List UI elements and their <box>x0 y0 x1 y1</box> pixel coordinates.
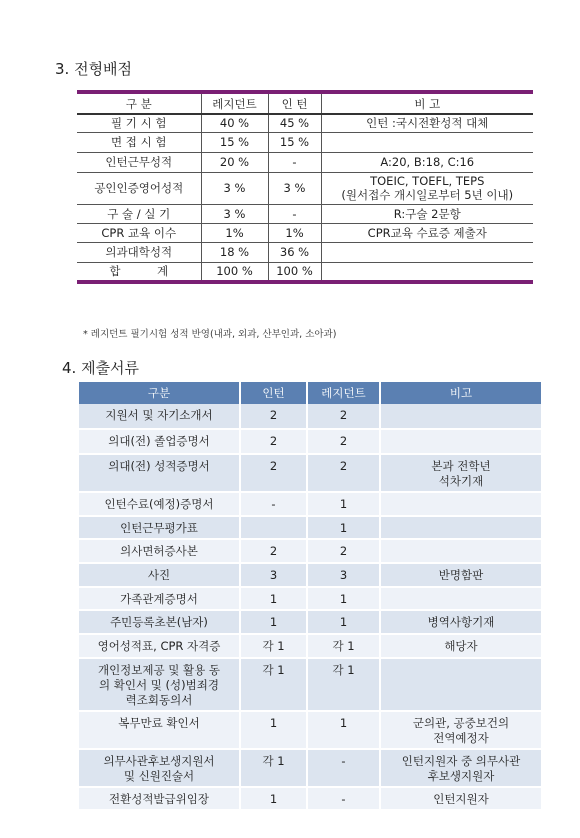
table-cell: 의과대학성적 <box>77 242 201 262</box>
table-cell: 2 <box>308 430 381 455</box>
table-cell: 개인정보제공 및 활용 동 의 확인서 및 (성)범죄경 력조회동의서 <box>79 659 241 712</box>
table-cell: - <box>308 750 381 788</box>
table-cell <box>321 262 533 282</box>
table-cell: 인턴지원자 <box>381 788 541 811</box>
section3-title: 3. 전형배점 <box>55 60 133 78</box>
table-cell <box>381 540 541 564</box>
table-cell: 40 % <box>201 114 268 132</box>
table-cell: 지원서 및 자기소개서 <box>79 404 241 430</box>
table-row <box>79 404 541 430</box>
table-cell: 100 % <box>268 262 321 282</box>
table-cell: 공인인증영어성적 <box>77 172 201 204</box>
table-cell: 20 % <box>201 152 268 172</box>
table-row <box>77 262 533 282</box>
score-allocation-table <box>77 90 533 284</box>
score-note: * 레지던트 필기시험 성적 반영(내과, 외과, 산부인과, 소아과) <box>83 329 337 340</box>
table-cell: - <box>241 493 308 517</box>
table-cell: 각 1 <box>241 635 308 659</box>
header-cell: 인턴 <box>241 382 308 404</box>
table-cell: 가족관계증명서 <box>79 588 241 611</box>
table-cell: 1 <box>241 712 308 750</box>
table-cell: 각 1 <box>308 635 381 659</box>
table-cell: 2 <box>241 430 308 455</box>
table-cell: 병역사항기재 <box>381 611 541 635</box>
table-cell: 인턴수료(예정)증명서 <box>79 493 241 517</box>
table-cell: 의무사관후보생지원서 및 신원진술서 <box>79 750 241 788</box>
table-row <box>79 564 541 588</box>
table-cell: TOEIC, TOEFL, TEPS (원서접수 개시일로부터 5년 이내) <box>321 172 533 204</box>
table-cell: 군의관, 공중보건의 전역예정자 <box>381 712 541 750</box>
header-cell: 비고 <box>381 382 541 404</box>
table-cell: 18 % <box>201 242 268 262</box>
table-row <box>79 611 541 635</box>
table-cell: 반명함판 <box>381 564 541 588</box>
table-cell: 2 <box>308 404 381 430</box>
table-cell: 합 계 <box>77 262 201 282</box>
table-cell: 인턴지원자 중 의무사관 후보생지원자 <box>381 750 541 788</box>
table-cell <box>321 132 533 152</box>
table-cell: 인턴근무평가표 <box>79 517 241 540</box>
table-cell: 의대(전) 졸업증명서 <box>79 430 241 455</box>
table-cell: 각 1 <box>241 659 308 712</box>
table-cell: 인턴 :국시전환성적 대체 <box>321 114 533 132</box>
table-row <box>79 659 541 712</box>
table-cell: 각 1 <box>241 750 308 788</box>
header-cell: 구 분 <box>77 92 201 114</box>
table-cell: 15 % <box>201 132 268 152</box>
table-cell: 3 <box>308 564 381 588</box>
table-cell: 1% <box>268 223 321 242</box>
table-cell: 1 <box>241 588 308 611</box>
table-cell: 1 <box>308 493 381 517</box>
table-cell <box>381 404 541 430</box>
table-cell: CPR교육 수료증 제출자 <box>321 223 533 242</box>
table-row <box>79 588 541 611</box>
table-cell <box>321 242 533 262</box>
table-cell: 15 % <box>268 132 321 152</box>
table-cell: - <box>268 152 321 172</box>
table-cell: 복무만료 확인서 <box>79 712 241 750</box>
table-cell: 전환성적발급위임장 <box>79 788 241 811</box>
table-cell: 1% <box>201 223 268 242</box>
table-row <box>77 172 533 204</box>
table-cell: R:구술 2문항 <box>321 204 533 223</box>
table-cell <box>381 493 541 517</box>
table-cell: 1 <box>308 712 381 750</box>
table-cell: 3 % <box>201 204 268 223</box>
table-cell: 1 <box>241 788 308 811</box>
table-row <box>79 750 541 788</box>
section4-title: 4. 제출서류 <box>62 359 140 377</box>
table-cell: 3 % <box>268 172 321 204</box>
header-cell: 레지던트 <box>201 92 268 114</box>
table-cell: 면 접 시 험 <box>77 132 201 152</box>
table-cell: 1 <box>308 611 381 635</box>
table-cell: 사진 <box>79 564 241 588</box>
table-row <box>77 242 533 262</box>
table-row <box>79 493 541 517</box>
table-cell: 의사면허증사본 <box>79 540 241 564</box>
table-cell: 2 <box>241 540 308 564</box>
table-cell <box>381 430 541 455</box>
table-row <box>79 540 541 564</box>
table-row <box>77 204 533 223</box>
table-cell: 1 <box>308 588 381 611</box>
table-cell: 45 % <box>268 114 321 132</box>
header-cell: 구분 <box>79 382 241 404</box>
table-cell: 1 <box>241 611 308 635</box>
table-row <box>79 788 541 811</box>
table-row <box>79 635 541 659</box>
table-cell <box>381 517 541 540</box>
table-row <box>77 132 533 152</box>
table-cell: - <box>268 204 321 223</box>
table-cell: 영어성적표, CPR 자격증 <box>79 635 241 659</box>
table-cell: 구 술 / 실 기 <box>77 204 201 223</box>
table-cell: 2 <box>308 455 381 493</box>
header-cell: 인 턴 <box>268 92 321 114</box>
header-cell: 비 고 <box>321 92 533 114</box>
table-cell: 필 기 시 험 <box>77 114 201 132</box>
table-header-row <box>77 92 533 114</box>
table-cell: 2 <box>241 404 308 430</box>
documents-table <box>79 382 541 811</box>
table-row <box>79 455 541 493</box>
table-cell: 주민등록초본(남자) <box>79 611 241 635</box>
table-header-row <box>79 382 541 404</box>
table-cell: 2 <box>241 455 308 493</box>
table-row <box>79 712 541 750</box>
table-cell: 2 <box>308 540 381 564</box>
table-row <box>77 223 533 242</box>
table-row <box>79 517 541 540</box>
table-cell: 100 % <box>201 262 268 282</box>
table-cell <box>381 588 541 611</box>
table-cell: 36 % <box>268 242 321 262</box>
table-cell: CPR 교육 이수 <box>77 223 201 242</box>
table-cell: 각 1 <box>308 659 381 712</box>
table-cell: - <box>308 788 381 811</box>
table-row <box>79 430 541 455</box>
table-cell: 3 % <box>201 172 268 204</box>
header-cell: 레지던트 <box>308 382 381 404</box>
table-cell: 해당자 <box>381 635 541 659</box>
table-row <box>77 114 533 132</box>
table-row <box>77 152 533 172</box>
table-cell: 3 <box>241 564 308 588</box>
table-cell: 본과 전학년 석차기재 <box>381 455 541 493</box>
table-cell: A:20, B:18, C:16 <box>321 152 533 172</box>
table-cell: 의대(전) 성적증명서 <box>79 455 241 493</box>
table-cell: 1 <box>308 517 381 540</box>
table-cell: 인턴근무성적 <box>77 152 201 172</box>
table-cell <box>241 517 308 540</box>
table-cell <box>381 659 541 712</box>
